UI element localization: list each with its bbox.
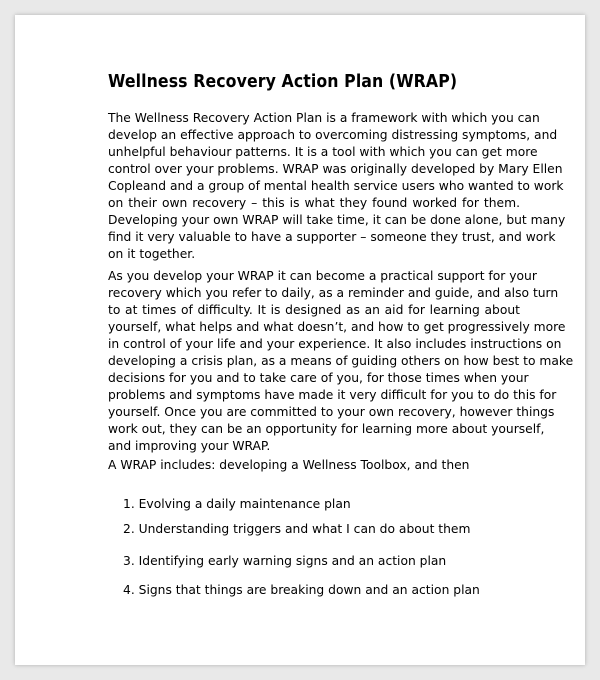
paragraph-line: unhelpful behaviour patterns. It is a tool with which you can get more: [108, 145, 538, 159]
paragraph-2: [108, 268, 574, 455]
paragraph-line: recovery which you refer to daily, as a reminder and guide, and also turn: [108, 286, 559, 300]
paragraph-line: As you develop your WRAP it can become a practical support for your: [108, 269, 537, 283]
paragraph-line: Developing your own WRAP will take time, it can be done alone, but many: [108, 213, 566, 227]
paragraph-line: in control of your life and your experience. It also includes instructions on: [108, 337, 562, 351]
paragraph-line: develop an effective approach to overcoming distressing symptoms, and: [108, 128, 558, 142]
paragraph-line: work out, they can be an opportunity for learning more about yourself,: [108, 422, 545, 436]
paragraph-line: control over your problems. WRAP was originally developed by Mary Ellen: [108, 162, 563, 176]
paragraph-line: yourself. Once you are committed to your own recovery, however things: [108, 405, 555, 419]
list-item: 3. Identifying early warning signs and an action plan: [123, 554, 447, 568]
paragraph-line: on their own recovery – this is what they found worked for them.: [108, 196, 520, 210]
document-page: [15, 15, 585, 665]
paragraph-line: decisions for you and to take care of you, for those times when your: [108, 371, 529, 385]
paragraph-line: problems and symptoms have made it very difficult for you to do this for: [108, 388, 557, 402]
paragraph-line: and improving your WRAP.: [108, 439, 271, 453]
list-item: 2. Understanding triggers and what I can do about them: [123, 522, 471, 536]
paragraph-line: find it very valuable to have a supporter – someone they trust, and work: [108, 230, 556, 244]
list-item: 4. Signs that things are breaking down and an action plan: [123, 583, 480, 597]
paragraph-line: on it together.: [108, 247, 196, 261]
paragraph-1: [108, 110, 566, 263]
paragraph-line: Copleand and a group of mental health service users who wanted to work: [108, 179, 564, 193]
paragraph-line: The Wellness Recovery Action Plan is a framework with which you can: [108, 111, 540, 125]
list-item: 1. Evolving a daily maintenance plan: [123, 497, 351, 511]
paragraph-line: to at times of difficulty. It is designed as an aid for learning about: [108, 303, 520, 317]
paragraph-line: developing a crisis plan, as a means of guiding others on how best to make: [108, 354, 574, 368]
paragraph-line: yourself, what helps and what doesn’t, and how to get progressively more: [108, 320, 566, 334]
list-intro: A WRAP includes: developing a Wellness Toolbox, and then: [108, 458, 470, 472]
document-title: Wellness Recovery Action Plan (WRAP): [108, 72, 458, 92]
